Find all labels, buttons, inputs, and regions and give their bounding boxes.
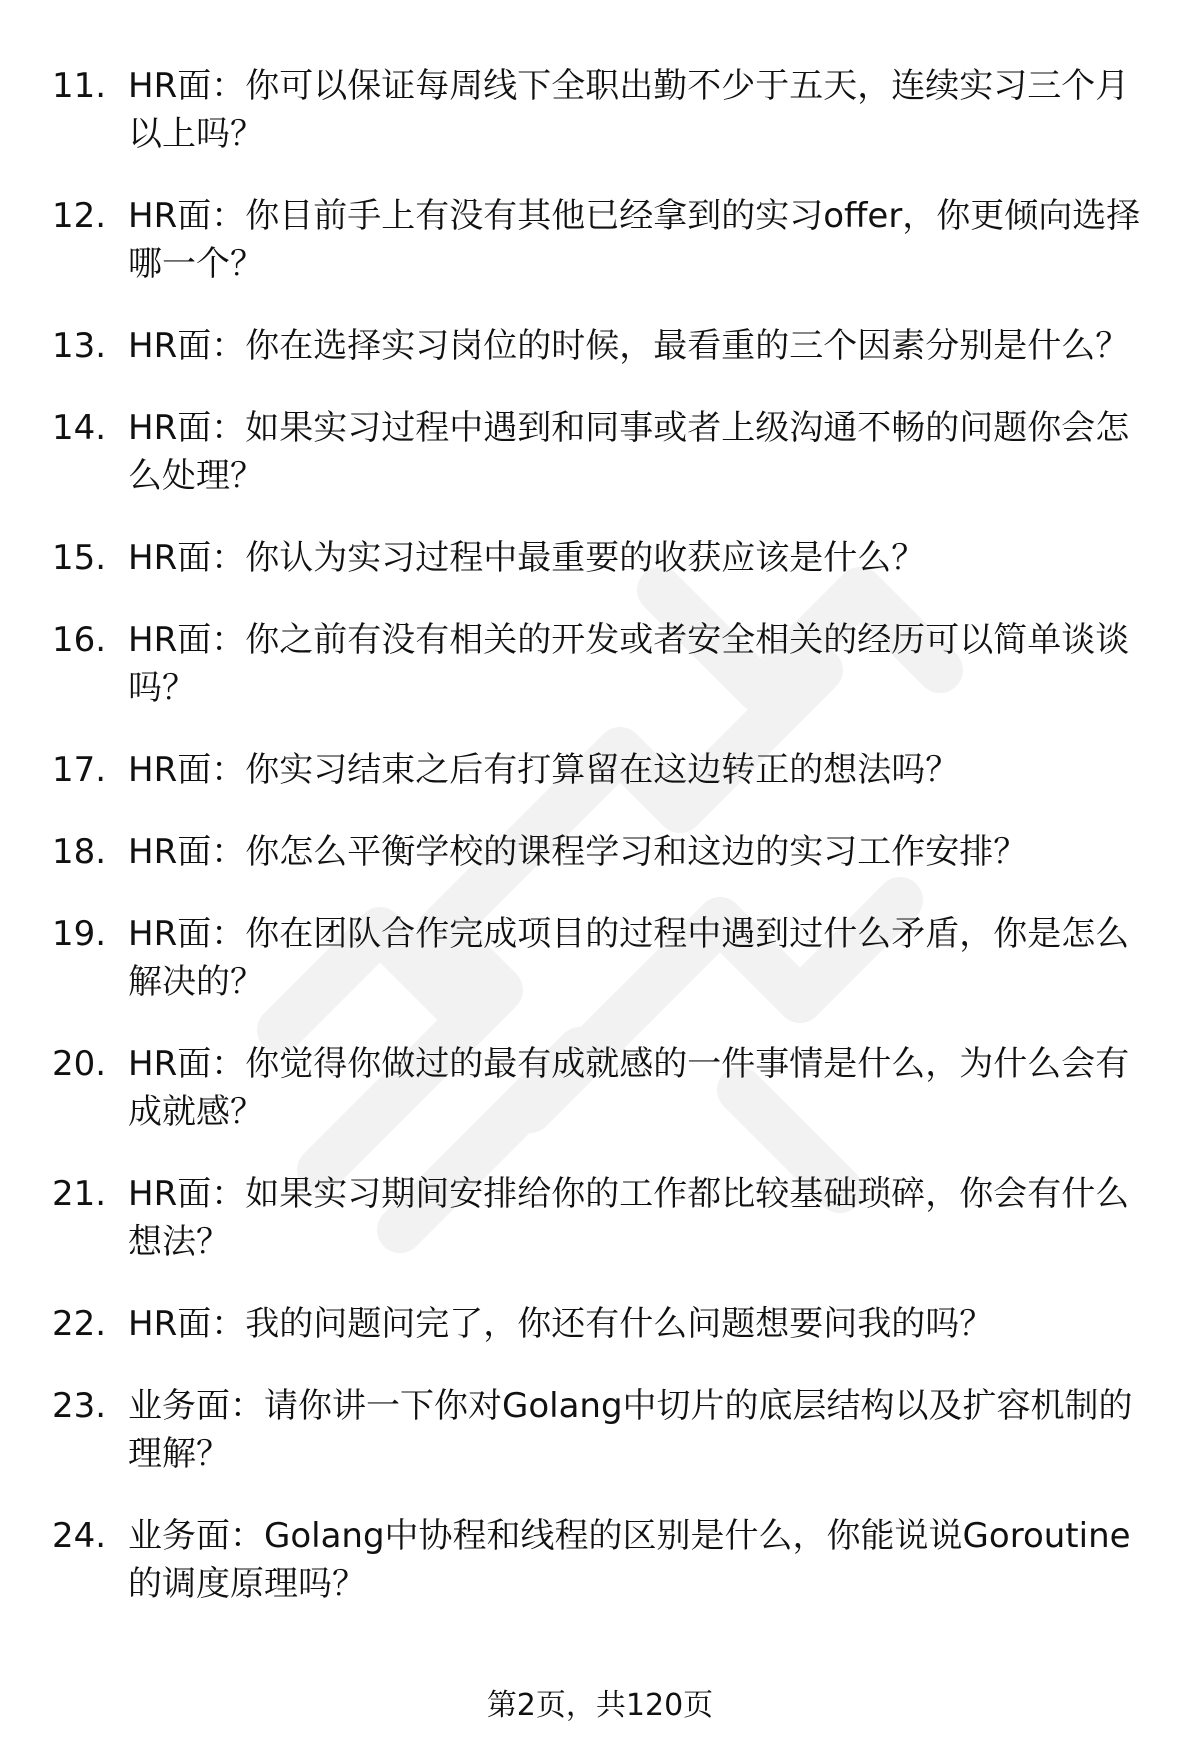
question-list: [0, 62, 1200, 1642]
question-text: HR面：你认为实习过程中最重要的收获应该是什么？: [128, 538, 926, 578]
question-text: HR面：如果实习过程中遇到和同事或者上级沟通不畅的问题你会怎么处理？: [128, 408, 1130, 496]
question-item: [0, 910, 1200, 1006]
question-number: 19.: [52, 914, 107, 954]
question-text: 业务面：Golang中协程和线程的区别是什么，你能说说Goroutine的调度原理吗？: [128, 1516, 1131, 1604]
question-number: 14.: [52, 408, 107, 448]
question-text: HR面：你之前有没有相关的开发或者安全相关的经历可以简单谈谈吗？: [128, 620, 1130, 708]
question-text: HR面：如果实习期间安排给你的工作都比较基础琐碎，你会有什么想法？: [128, 1174, 1130, 1262]
question-text: HR面：你怎么平衡学校的课程学习和这边的实习工作安排？: [128, 832, 1028, 872]
question-text: HR面：你觉得你做过的最有成就感的一件事情是什么，为什么会有成就感？: [128, 1044, 1130, 1132]
question-item: [0, 616, 1200, 712]
question-number: 18.: [52, 832, 107, 872]
question-number: 22.: [52, 1304, 107, 1344]
question-item: [0, 1040, 1200, 1136]
question-text: HR面：你在团队合作完成项目的过程中遇到过什么矛盾，你是怎么解决的？: [128, 914, 1130, 1002]
question-text: 业务面：请你讲一下你对Golang中切片的底层结构以及扩容机制的理解？: [128, 1386, 1133, 1474]
question-item: [0, 828, 1200, 876]
question-item: [0, 322, 1200, 370]
question-item: [0, 1300, 1200, 1348]
question-number: 12.: [52, 196, 107, 236]
question-item: [0, 534, 1200, 582]
question-text: HR面：你实习结束之后有打算留在这边转正的想法吗？: [128, 750, 960, 790]
page-footer: [0, 1686, 1200, 1726]
question-number: 11.: [52, 66, 107, 106]
question-number: 24.: [52, 1516, 107, 1556]
question-item: [0, 746, 1200, 794]
question-item: [0, 192, 1200, 288]
question-text: HR面：你可以保证每周线下全职出勤不少于五天，连续实习三个月以上吗？: [128, 66, 1130, 154]
question-number: 21.: [52, 1174, 107, 1214]
question-item: [0, 62, 1200, 158]
question-number: 17.: [52, 750, 107, 790]
question-number: 16.: [52, 620, 107, 660]
question-number: 13.: [52, 326, 107, 366]
question-item: [0, 1382, 1200, 1478]
question-number: 23.: [52, 1386, 107, 1426]
question-number: 15.: [52, 538, 107, 578]
question-text: HR面：你在选择实习岗位的时候，最看重的三个因素分别是什么？: [128, 326, 1130, 366]
question-item: [0, 1170, 1200, 1266]
question-text: HR面：你目前手上有没有其他已经拿到的实习offer，你更倾向选择哪一个？: [128, 196, 1141, 284]
page-number-label: 第2页，共120页: [486, 1688, 714, 1723]
question-item: [0, 1512, 1200, 1608]
question-item: [0, 404, 1200, 500]
question-number: 20.: [52, 1044, 107, 1084]
question-text: HR面：我的问题问完了，你还有什么问题想要问我的吗？: [128, 1304, 994, 1344]
